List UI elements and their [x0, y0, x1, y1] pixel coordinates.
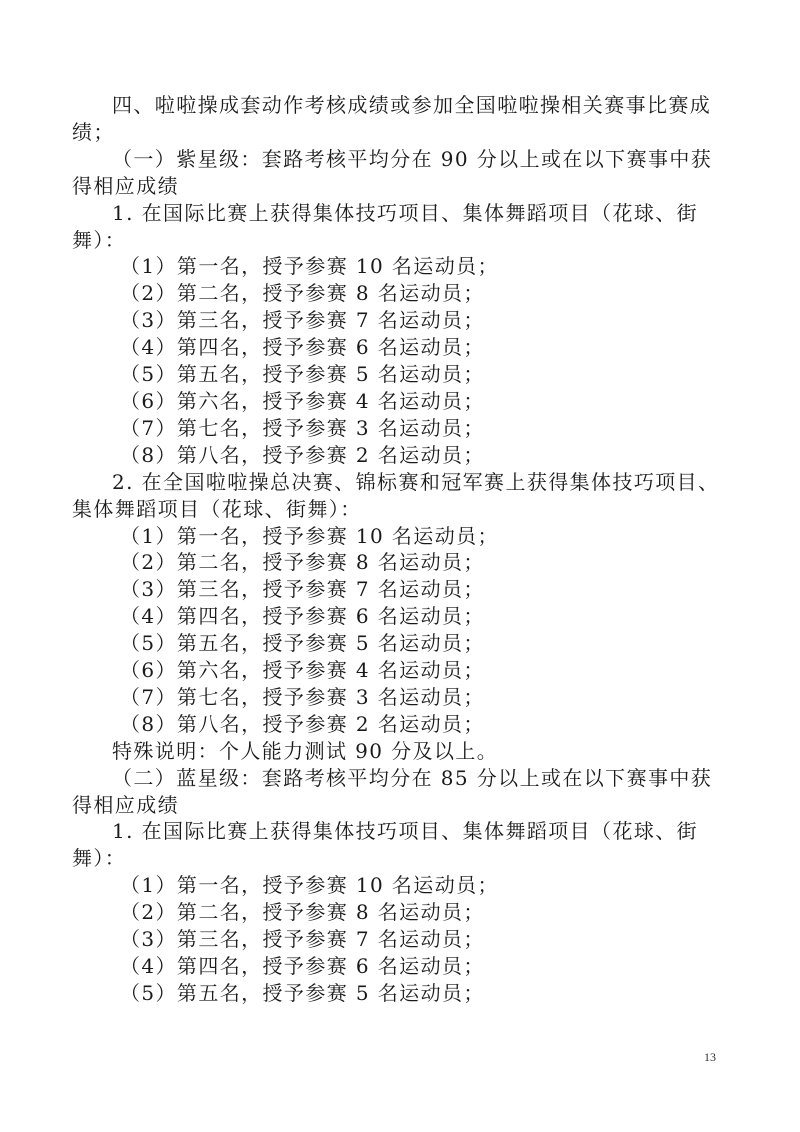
text-line: 四、啦啦操成套动作考核成绩或参加全国啦啦操相关赛事比赛成: [112, 93, 712, 117]
page-number: 13: [704, 1050, 716, 1064]
text-line: 得相应成绩: [72, 792, 179, 817]
text-line: （6）第六名，授予参赛 4 名运动员；: [120, 388, 485, 413]
text-line: （1）第一名，授予参赛 10 名运动员；: [120, 873, 499, 898]
text-line: 舞）：: [72, 846, 127, 871]
text-line: （2）第二名，授予参赛 8 名运动员；: [120, 550, 485, 575]
text-line: 绩；: [72, 119, 115, 144]
text-line: （3）第三名，授予参赛 7 名运动员；: [120, 577, 485, 602]
text-line: 1. 在国际比赛上获得集体技巧项目、集体舞蹈项目（花球、街: [112, 819, 699, 844]
text-line: （3）第三名，授予参赛 7 名运动员；: [120, 308, 485, 333]
text-line: （5）第五名，授予参赛 5 名运动员；: [120, 631, 485, 656]
text-line: （4）第四名，授予参赛 6 名运动员；: [120, 604, 485, 629]
text-line: （8）第八名，授予参赛 2 名运动员；: [120, 442, 485, 467]
text-line: （2）第二名，授予参赛 8 名运动员；: [120, 281, 485, 306]
text-line: 特殊说明：个人能力测试 90 分及以上。: [112, 738, 499, 763]
text-line: （7）第七名，授予参赛 3 名运动员；: [120, 684, 485, 709]
text-line: （5）第五名，授予参赛 5 名运动员；: [120, 362, 485, 387]
text-line: 舞）：: [72, 227, 127, 252]
text-line: （一）紫星级：套路考核平均分在 90 分以上或在以下赛事中获: [112, 146, 713, 171]
text-line: （1）第一名，授予参赛 10 名运动员；: [120, 254, 499, 279]
text-line: （3）第三名，授予参赛 7 名运动员；: [120, 927, 485, 952]
text-line: 集体舞蹈项目（花球、街舞）：: [72, 496, 362, 521]
text-line: （6）第六名，授予参赛 4 名运动员；: [120, 658, 485, 683]
text-line: （二）蓝星级：套路考核平均分在 85 分以上或在以下赛事中获: [112, 765, 713, 790]
text-line: 2. 在全国啦啦操总决赛、锦标赛和冠军赛上获得集体技巧项目、: [112, 469, 720, 494]
text-line: （7）第七名，授予参赛 3 名运动员；: [120, 415, 485, 440]
text-line: （4）第四名，授予参赛 6 名运动员；: [120, 954, 485, 978]
text-line: 得相应成绩: [72, 173, 179, 198]
document-body: [72, 92, 720, 1007]
text-line: （5）第五名，授予参赛 5 名运动员；: [120, 980, 485, 1005]
text-line: 1. 在国际比赛上获得集体技巧项目、集体舞蹈项目（花球、街: [112, 200, 699, 225]
text-line: （4）第四名，授予参赛 6 名运动员；: [120, 335, 485, 360]
text-line: （1）第一名，授予参赛 10 名运动员；: [120, 523, 499, 548]
text-line: （8）第八名，授予参赛 2 名运动员；: [120, 711, 485, 736]
text-line: （2）第二名，授予参赛 8 名运动员；: [120, 900, 485, 925]
